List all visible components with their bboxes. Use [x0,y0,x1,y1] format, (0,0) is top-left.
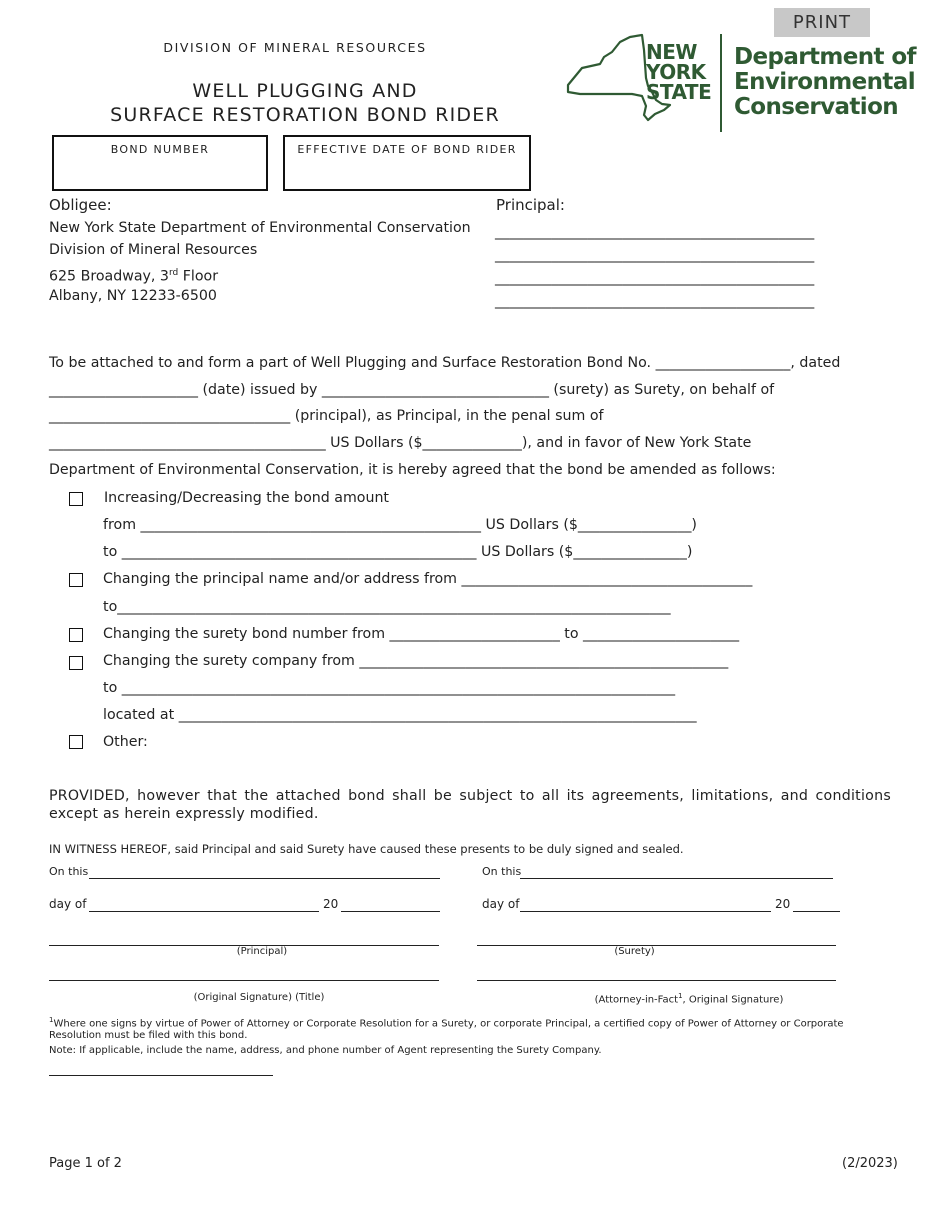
principal-title-line[interactable] [49,980,439,981]
obligee-address-ordinal: rd [168,268,179,278]
wordmark-york: YORK [646,60,706,84]
checkbox-principal-name[interactable] [69,573,83,587]
principal-caption: (Principal) [236,946,288,957]
new-york-state-wordmark [646,42,711,102]
option-bond-amount-to: to __________________________________________________ US Dollars ($________________) [103,544,693,560]
principal-label: Principal: [496,196,565,214]
effective-date-label: EFFECTIVE DATE OF BOND RIDER [297,143,517,156]
footnote-1 [49,1014,894,1042]
bond-number-label: BOND NUMBER [110,143,210,156]
checkbox-bond-amount[interactable] [69,492,83,506]
attorney-caption-prefix: (Attorney-in-Fact [594,994,679,1006]
wordmark-environmental: Environmental [734,69,916,95]
right-day-of-label: day of [482,897,520,911]
bond-number-input[interactable] [62,166,258,183]
division-heading: DIVISION OF MINERAL RESOURCES [163,40,427,55]
principal-blank-4[interactable]: _____________________________________________ [495,293,815,309]
right-day-line[interactable] [520,911,771,912]
original-signature-caption: (Original Signature) (Title) [193,992,325,1003]
option-other-label: Other: [103,734,148,750]
body-line-5: Department of Environmental Conservation, it is hereby agreed that the bond be amended as follows: [49,462,776,478]
body-line-3: __________________________________ (principal), as Principal, in the penal sum of [49,408,604,424]
option-surety-company-to: to ______________________________________________________________________________ [103,680,676,696]
option-bond-amount-from: from ________________________________________________ US Dollars ($________________) [103,517,697,533]
agent-info-line[interactable] [49,1075,273,1076]
checkbox-surety-bond-number[interactable] [69,628,83,642]
right-year-prefix: 20 [775,897,791,911]
obligee-line-4: Albany, NY 12233-6500 [49,288,217,304]
principal-blank-2[interactable]: _____________________________________________ [495,247,815,263]
left-year-prefix: 20 [323,897,339,911]
option-surety-company-label: Changing the surety company from ____________________________________________________ [103,653,729,669]
left-day-line[interactable] [89,911,319,912]
footnote-marker: 1 [49,1016,54,1024]
form-title [90,79,520,127]
effective-date-field[interactable] [283,135,531,191]
footnote-text: Where one signs by virtue of Power of Attorney or Corporate Resolution for a Surety, or corporate Principal, a certified copy of Power of Attorney or Corporate Resolution must be filed with this bond. [49,1018,844,1042]
bond-number-field[interactable] [52,135,268,191]
nysdec-logo [560,30,916,136]
checkbox-other[interactable] [69,735,83,749]
right-year-line[interactable] [793,911,840,912]
left-year-line[interactable] [341,911,440,912]
wordmark-department-of: Department of [734,44,916,70]
wordmark-new: NEW [646,40,697,64]
agent-note: Note: If applicable, include the name, address, and phone number of Agent representing the Surety Company. [49,1045,602,1056]
body-line-1: To be attached to and form a part of Well Plugging and Surface Restoration Bond No. ___________________, dated [49,355,841,371]
right-on-this-label: On this [482,865,522,878]
option-principal-name-label: Changing the principal name and/or address from _________________________________________ [103,571,753,587]
left-day-of-label: day of [49,897,87,911]
option-bond-amount-label: Increasing/Decreasing the bond amount [104,490,389,506]
option-principal-name-to: to______________________________________________________________________________ [103,599,671,615]
obligee-address-floor: Floor [178,268,219,285]
attorney-footnote-marker: 1 [678,992,683,1000]
wordmark-conservation: Conservation [734,94,899,120]
provided-clause: PROVIDED, however that the attached bond shall be subject to all its agreements, limitations, and conditions except as herein expressly modified. [49,788,891,822]
principal-blank-1[interactable]: _____________________________________________ [495,224,815,240]
option-surety-company-located: located at _________________________________________________________________________ [103,707,697,723]
effective-date-input[interactable] [293,166,521,183]
right-on-this-line[interactable] [520,878,833,879]
obligee-line-3 [49,263,218,287]
body-line-2: _____________________ (date) issued by ________________________________ (surety) as Surety, on behalf of [49,382,775,398]
obligee-label: Obligee: [49,196,112,214]
title-line-2: SURFACE RESTORATION BOND RIDER [110,104,500,126]
attorney-signature-line[interactable] [477,980,836,981]
print-button[interactable]: PRINT [774,8,870,37]
option-surety-bond-number-label: Changing the surety bond number from ________________________ to ______________________ [103,626,740,642]
attorney-caption [477,992,901,1005]
principal-blank-3[interactable]: _____________________________________________ [495,270,815,286]
title-line-1: WELL PLUGGING AND [192,80,418,102]
attorney-caption-suffix: , Original Signature) [682,994,784,1006]
witness-statement: IN WITNESS HEREOF, said Principal and said Surety have caused these presents to be duly signed and sealed. [49,842,684,856]
obligee-address-street: 625 Broadway, 3 [49,268,169,285]
obligee-line-1: New York State Department of Environmental Conservation [49,220,471,236]
revision-date: (2/2023) [842,1156,898,1171]
left-on-this-label: On this [49,865,89,878]
page-number: Page 1 of 2 [49,1156,122,1171]
left-on-this-line[interactable] [89,878,440,879]
department-wordmark [734,45,916,120]
body-line-4: _______________________________________ US Dollars ($______________), and in favor of New York State [49,435,752,451]
checkbox-surety-company[interactable] [69,656,83,670]
obligee-line-2: Division of Mineral Resources [49,242,258,258]
surety-caption: (Surety) [614,946,655,957]
wordmark-state: STATE [646,80,712,104]
